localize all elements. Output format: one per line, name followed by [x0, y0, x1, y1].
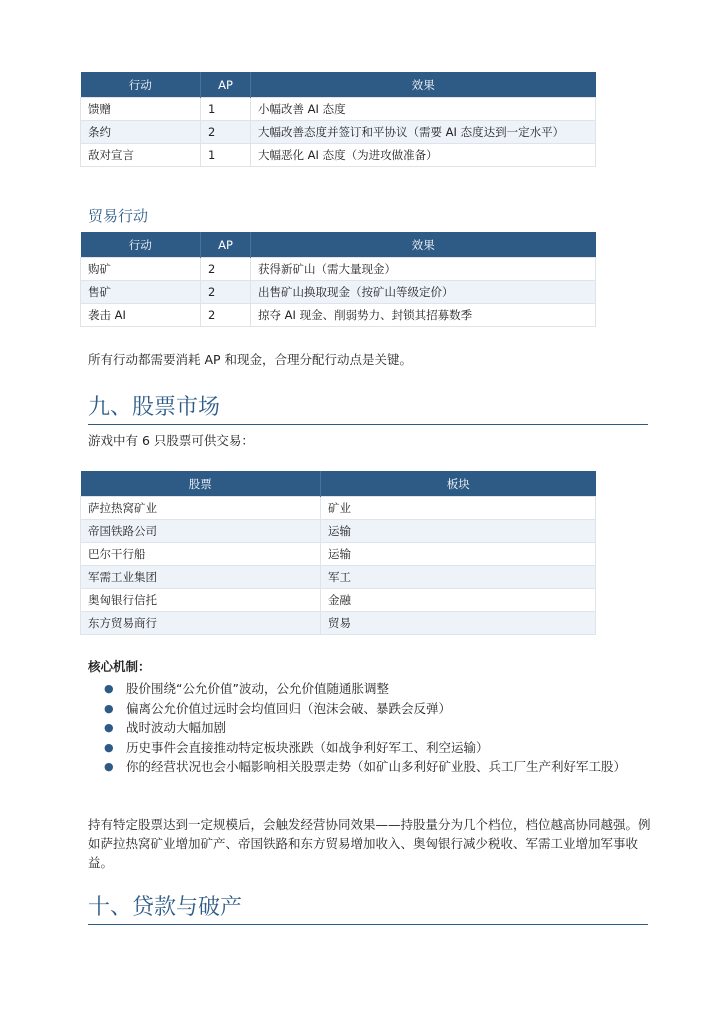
effect-cell: 大幅恶化 AI 态度（为进攻做准备）	[251, 144, 596, 167]
stock-table	[80, 471, 596, 635]
column-header: AP	[201, 72, 251, 98]
effect-cell: 出售矿山换取现金（按矿山等级定价）	[251, 281, 596, 304]
action-cell: 敌对宣言	[81, 144, 201, 167]
list-item-text: 偏离公允价值过远时会均值回归（泡沫会破、暴跌会反弹）	[126, 700, 452, 716]
column-header: AP	[201, 232, 251, 258]
sector-cell: 军工	[321, 566, 596, 589]
stock-name-cell: 军需工业集团	[81, 566, 321, 589]
actions-note: 所有行动都需要消耗 AP 和现金，合理分配行动点是关键。	[88, 352, 413, 367]
loan-section-title: 十、贷款与破产	[88, 890, 648, 925]
table-row	[81, 304, 596, 327]
table-row	[81, 566, 596, 589]
stock-section-title: 九、股票市场	[88, 390, 648, 425]
core-mechanics-label: 核心机制：	[88, 659, 151, 674]
sector-cell: 运输	[321, 543, 596, 566]
sector-cell: 矿业	[321, 497, 596, 520]
sector-cell: 贸易	[321, 612, 596, 635]
ap-cell: 2	[201, 258, 251, 281]
effect-cell: 掠夺 AI 现金、削弱势力、封锁其招募数季	[251, 304, 596, 327]
stock-name-cell: 奥匈银行信托	[81, 589, 321, 612]
bullet-icon: ●	[104, 701, 114, 715]
table-row	[81, 144, 596, 167]
column-header: 行动	[81, 72, 201, 98]
bullet-icon: ●	[104, 682, 114, 695]
list-item	[88, 738, 653, 758]
list-item-text: 历史事件会直接推动特定板块涨跌（如战争利好军工、利空运输）	[126, 739, 489, 755]
table-row	[81, 589, 596, 612]
column-header: 行动	[81, 232, 201, 258]
list-item-text: 战时波动大幅加剧	[126, 720, 227, 735]
synergy-paragraph: 持有特定股票达到一定规模后，会触发经营协同效果——持股量分为几个档位，档位越高协同越强。例如萨拉热窝矿业增加矿产、帝国铁路和东方贸易增加收入、奥匈银行减少税收、军需工业增加军事收益。	[88, 817, 651, 870]
ap-cell: 2	[201, 121, 251, 144]
column-header: 股票	[81, 471, 321, 497]
bullet-icon: ●	[104, 760, 114, 773]
table-header-row	[81, 72, 596, 98]
table-row	[81, 543, 596, 566]
stock-intro: 游戏中有 6 只股票可供交易：	[88, 433, 254, 448]
table-row	[81, 98, 596, 121]
ap-cell: 2	[201, 281, 251, 304]
sector-cell: 运输	[321, 520, 596, 543]
effect-cell: 获得新矿山（需大量现金）	[251, 258, 596, 281]
table-row	[81, 258, 596, 281]
stock-name-cell: 萨拉热窝矿业	[81, 497, 321, 520]
diplomacy-table	[80, 72, 596, 167]
bullet-icon: ●	[104, 740, 114, 754]
table-row	[81, 520, 596, 543]
action-cell: 馈赠	[81, 98, 201, 121]
ap-cell: 1	[201, 144, 251, 167]
list-item	[88, 699, 653, 719]
trade-heading: 贸易行动	[88, 207, 149, 225]
list-item	[88, 718, 653, 738]
effect-cell: 大幅改善态度并签订和平协议（需要 AI 态度达到一定水平）	[251, 121, 596, 144]
list-item	[88, 757, 653, 777]
column-header: 效果	[251, 72, 596, 98]
column-header: 板块	[321, 471, 596, 497]
list-item-text: 你的经营状况也会小幅影响相关股票走势（如矿山多利好矿业股、兵工厂生产利好军工股）	[126, 759, 627, 774]
table-row	[81, 281, 596, 304]
column-header: 效果	[251, 232, 596, 258]
ap-cell: 2	[201, 304, 251, 327]
action-cell: 袭击 AI	[81, 304, 201, 327]
stock-name-cell: 帝国铁路公司	[81, 520, 321, 543]
action-cell: 售矿	[81, 281, 201, 304]
trade-table	[80, 232, 596, 327]
action-cell: 购矿	[81, 258, 201, 281]
effect-cell: 小幅改善 AI 态度	[251, 98, 596, 121]
stock-name-cell: 东方贸易商行	[81, 612, 321, 635]
action-cell: 条约	[81, 121, 201, 144]
table-row	[81, 497, 596, 520]
table-row	[81, 612, 596, 635]
ap-cell: 1	[201, 98, 251, 121]
core-mechanics-list	[88, 679, 653, 777]
list-item-text: 股价围绕“公允价值”波动，公允价值随通胀调整	[126, 681, 389, 696]
bullet-icon: ●	[104, 721, 114, 734]
table-header-row	[81, 471, 596, 497]
table-row	[81, 121, 596, 144]
table-header-row	[81, 232, 596, 258]
stock-name-cell: 巴尔干行船	[81, 543, 321, 566]
sector-cell: 金融	[321, 589, 596, 612]
list-item	[88, 679, 653, 699]
